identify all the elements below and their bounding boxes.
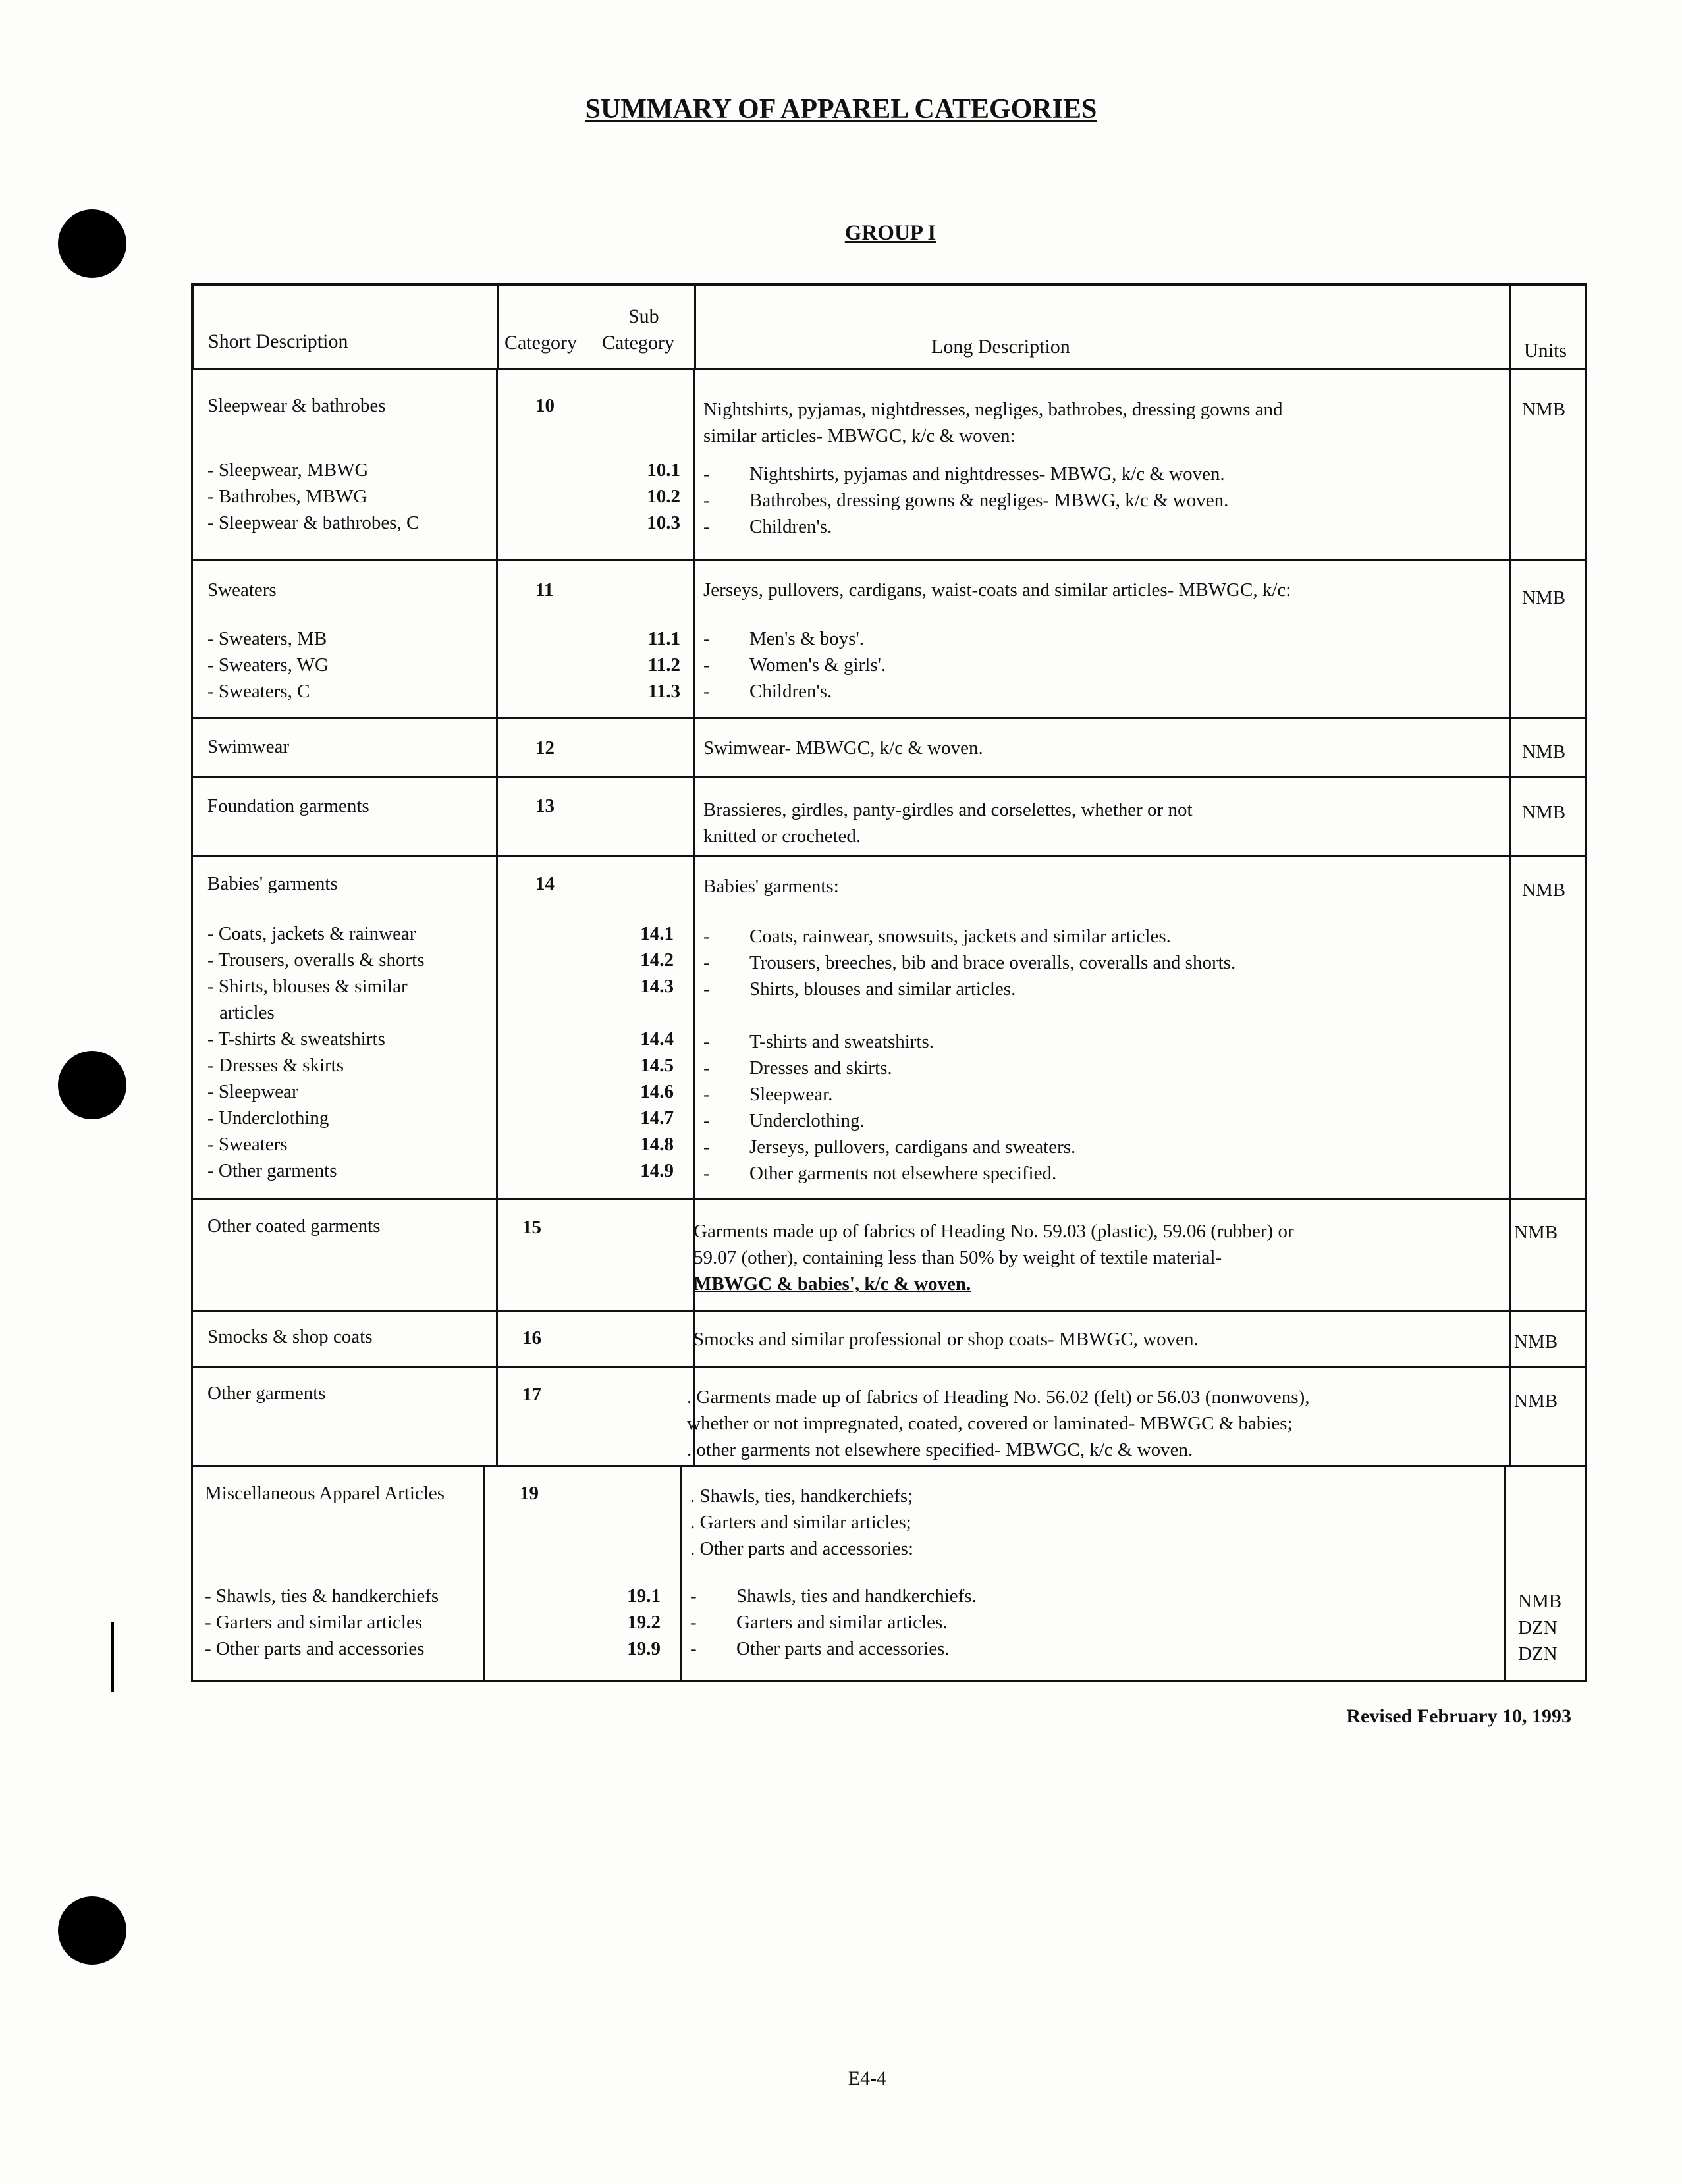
long-line: similar articles- MBWGC, k/c & woven:: [703, 425, 1016, 446]
sub-short: - T-shirts & sweatshirts: [207, 1028, 385, 1050]
long-line: Babies' garments:: [703, 876, 839, 897]
sub-long: Nightshirts, pyjamas and nightdresses- MBWG, k/c & woven.: [749, 464, 1225, 485]
sub-short: - Other parts and accessories: [205, 1638, 425, 1659]
header-sub-bottom: Category: [602, 332, 674, 354]
section-17: [191, 1368, 1587, 1467]
sub-long: Women's & girls'.: [749, 654, 886, 676]
short-description: Foundation garments: [207, 795, 369, 816]
units: NMB: [1522, 587, 1566, 608]
header-long: Long Description: [931, 336, 1070, 358]
sub-number: 14.2: [640, 949, 674, 971]
sub-short: - Other garments: [207, 1160, 337, 1181]
long-line: Smocks and similar professional or shop coats- MBWGC, woven.: [693, 1329, 1199, 1350]
sub-long: Children's.: [749, 681, 832, 702]
category-number: 17: [522, 1384, 541, 1405]
sub-short: - Garters and similar articles: [205, 1612, 423, 1633]
sub-long: Bathrobes, dressing gowns & negliges- MBWG, k/c & woven.: [749, 490, 1229, 511]
sub-long: Trousers, breeches, bib and brace overalls, coveralls and shorts.: [749, 952, 1236, 973]
short-description: Swimwear: [207, 736, 290, 757]
sub-short: - Sleepwear: [207, 1081, 298, 1102]
long-line: . other garments not elsewhere specified- MBWGC, k/c & woven.: [687, 1439, 1193, 1460]
section-19: Miscellaneous Apparel Articles - Shawls, ties & handkerchiefs - Garters and similar articles - Other parts and accessories 19 19.1 19.2 19.9 . Shawls, ties, handkerchiefs; . Garters and similar articles; . Other parts and accessories: - Shawls, ties and handkerchiefs. - Garters and similar articles. - Other parts and accessories. NMB DZN DZN: [191, 1467, 1587, 1682]
units: NMB: [1522, 802, 1566, 823]
sub-short: - Bathrobes, MBWG: [207, 486, 367, 507]
sub-number: 14.9: [640, 1160, 674, 1181]
sub-short: - Underclothing: [207, 1107, 329, 1129]
section-15: [191, 1200, 1587, 1312]
units: NMB: [1514, 1222, 1558, 1243]
short-description: Other coated garments: [207, 1215, 381, 1237]
sub-short: - Trousers, overalls & shorts: [207, 949, 425, 971]
sub-long: Other parts and accessories.: [736, 1638, 950, 1659]
sub-number: 11.1: [647, 628, 680, 649]
sub-number: 14.5: [640, 1055, 674, 1076]
sub-number: 14.6: [640, 1081, 674, 1102]
sub-number: 14.3: [640, 976, 674, 997]
sub-short: - Sweaters, C: [207, 681, 310, 702]
sub-short: - Sleepwear & bathrobes, C: [207, 512, 420, 533]
long-line: Jerseys, pullovers, cardigans, waist-coats and similar articles- MBWGC, k/c:: [703, 579, 1291, 600]
units: DZN: [1518, 1643, 1558, 1665]
category-number: 11: [535, 579, 554, 600]
sub-number: 14.7: [640, 1107, 674, 1129]
long-line: . Other parts and accessories:: [690, 1538, 914, 1559]
section-12: [191, 719, 1587, 778]
short-description: Babies' garments: [207, 873, 338, 894]
sub-number: 14.4: [640, 1028, 674, 1050]
units: DZN: [1518, 1617, 1558, 1638]
category-number: 14: [535, 873, 555, 894]
category-number: 19: [520, 1483, 539, 1504]
short-description: Other garments: [207, 1383, 326, 1404]
category-number: 12: [535, 737, 555, 759]
category-number: 13: [535, 795, 555, 816]
long-line: . Shawls, ties, handkerchiefs;: [690, 1485, 913, 1506]
sub-number: 14.8: [640, 1134, 674, 1155]
sub-short: - Dresses & skirts: [207, 1055, 344, 1076]
long-line: Garments made up of fabrics of Heading No. 59.03 (plastic), 59.06 (rubber) or: [693, 1221, 1294, 1242]
sub-number: 14.1: [640, 923, 674, 944]
category-number: 10: [535, 395, 555, 416]
category-number: 15: [522, 1217, 541, 1238]
units: NMB: [1522, 741, 1566, 762]
apparel-table: [191, 283, 1587, 1682]
long-line: . Garters and similar articles;: [690, 1512, 911, 1533]
units: NMB: [1514, 1391, 1558, 1412]
sub-number: 19.9: [627, 1638, 661, 1659]
table-header: [191, 283, 1587, 370]
section-13: [191, 778, 1587, 857]
short-description: Sleepwear & bathrobes: [207, 395, 386, 416]
punch-hole-middle: [58, 1051, 126, 1119]
sub-number: 11.3: [647, 681, 680, 702]
category-number: 16: [522, 1327, 541, 1348]
long-line: 59.07 (other), containing less than 50% by weight of textile material-: [693, 1247, 1222, 1268]
long-line: whether or not impregnated, coated, covered or laminated- MBWGC & babies;: [687, 1413, 1293, 1434]
sub-long: Garters and similar articles.: [736, 1612, 948, 1633]
units: NMB: [1522, 880, 1566, 901]
sub-long: Dresses and skirts.: [749, 1057, 892, 1079]
long-line: . Garments made up of fabrics of Heading No. 56.02 (felt) or 56.03 (nonwovens),: [687, 1387, 1310, 1408]
sub-long: Children's.: [749, 516, 832, 537]
section-14: Babies' garments - Coats, jackets & rainwear - Trousers, overalls & shorts - Shirts, blouses & similar articles - T-shirts & sweatshirts - Dresses & skirts - Sleepwear - Underclothing - Sweaters - Other garments 14 14.1 14.2 14.3 14.4 14.5 14.6 14.7 14.8 14.9 Babies' garments: - Coats, rainwear, snowsuits, jackets and similar articles. - Trousers, breeches, bib and brace overalls, coveralls and shorts. - Shirts, blouses and similar articles. - T-shirts and sweatshirts. - Dresses and skirts. - Sleepwear. - Underclothing. - Jerseys, pullovers, cardigans and sweaters. - Other garments not elsewhere specified. NMB: [191, 857, 1587, 1200]
sub-number: 19.1: [627, 1585, 661, 1607]
short-description: Sweaters: [207, 579, 277, 600]
header-units: Units: [1524, 340, 1567, 361]
sub-long: Coats, rainwear, snowsuits, jackets and similar articles.: [749, 926, 1171, 947]
sub-number: 19.2: [627, 1612, 661, 1633]
short-description: Miscellaneous Apparel Articles: [205, 1483, 445, 1504]
sub-long: Men's & boys'.: [749, 628, 864, 649]
sub-number: 10.3: [647, 512, 680, 533]
sub-long: T-shirts and sweatshirts.: [749, 1031, 935, 1052]
revision-date: Revised February 10, 1993: [1346, 1705, 1571, 1727]
sub-short: - Sweaters, WG: [207, 654, 329, 676]
header-category: Category: [504, 332, 577, 354]
section-11: Sweaters - Sweaters, MB - Sweaters, WG - Sweaters, C 11 11.1 11.2 11.3 Jerseys, pullovers, cardigans, waist-coats and similar articles- MBWGC, k/c: - Men's & boys'. - Women's & girls'. - Children's. NMB: [191, 561, 1587, 719]
sub-number: 10.2: [647, 486, 680, 507]
sub-short: - Shirts, blouses & similar: [207, 976, 408, 997]
sub-short: - Sweaters: [207, 1134, 288, 1155]
sub-long: Underclothing.: [749, 1110, 865, 1131]
sub-short: - Sleepwear, MBWG: [207, 460, 369, 481]
sub-number: 10.1: [647, 460, 680, 481]
sub-long: Shawls, ties and handkerchiefs.: [736, 1585, 977, 1607]
header-short: Short Description: [208, 331, 348, 352]
margin-bar: [111, 1622, 114, 1692]
page-number: E4-4: [848, 2067, 887, 2089]
sub-long: Jerseys, pullovers, cardigans and sweaters.: [749, 1136, 1076, 1158]
sub-long: Other garments not elsewhere specified.: [749, 1163, 1057, 1184]
sub-short: - Sweaters, MB: [207, 628, 327, 649]
long-line: MBWGC & babies', k/c & woven.: [693, 1273, 971, 1294]
sub-short: - Shawls, ties & handkerchiefs: [205, 1585, 439, 1607]
long-line: Nightshirts, pyjamas, nightdresses, negliges, bathrobes, dressing gowns and: [703, 399, 1283, 420]
group-heading: GROUP I: [844, 221, 936, 245]
units: NMB: [1522, 399, 1566, 420]
punch-hole-bottom: [58, 1896, 126, 1965]
sub-long: Shirts, blouses and similar articles.: [749, 978, 1016, 999]
page-title: SUMMARY OF APPAREL CATEGORIES: [585, 94, 1097, 124]
sub-short: - Coats, jackets & rainwear: [207, 923, 416, 944]
long-line: Brassieres, girdles, panty-girdles and corselettes, whether or not: [703, 799, 1193, 820]
sub-short: articles: [219, 1002, 275, 1023]
long-line: Swimwear- MBWGC, k/c & woven.: [703, 737, 983, 759]
units: NMB: [1514, 1331, 1558, 1352]
sub-long: Sleepwear.: [749, 1084, 833, 1105]
units: NMB: [1518, 1591, 1562, 1612]
section-10: Sleepwear & bathrobes - Sleepwear, MBWG - Bathrobes, MBWG - Sleepwear & bathrobes, C 10 10.1 10.2 10.3 Nightshirts, pyjamas, nightdresses, negliges, bathrobes, dressing gowns and similar articles- MBWGC, k/c & woven: - Nightshirts, pyjamas and nightdresses- MBWG, k/c & woven. - Bathrobes, dressing gowns & negliges- MBWG, k/c & woven. - Children's. NMB: [191, 370, 1587, 561]
section-16: [191, 1312, 1587, 1368]
short-description: Smocks & shop coats: [207, 1326, 373, 1347]
header-sub-top: Sub: [628, 306, 659, 327]
long-line: knitted or crocheted.: [703, 826, 861, 847]
sub-number: 11.2: [647, 654, 680, 676]
